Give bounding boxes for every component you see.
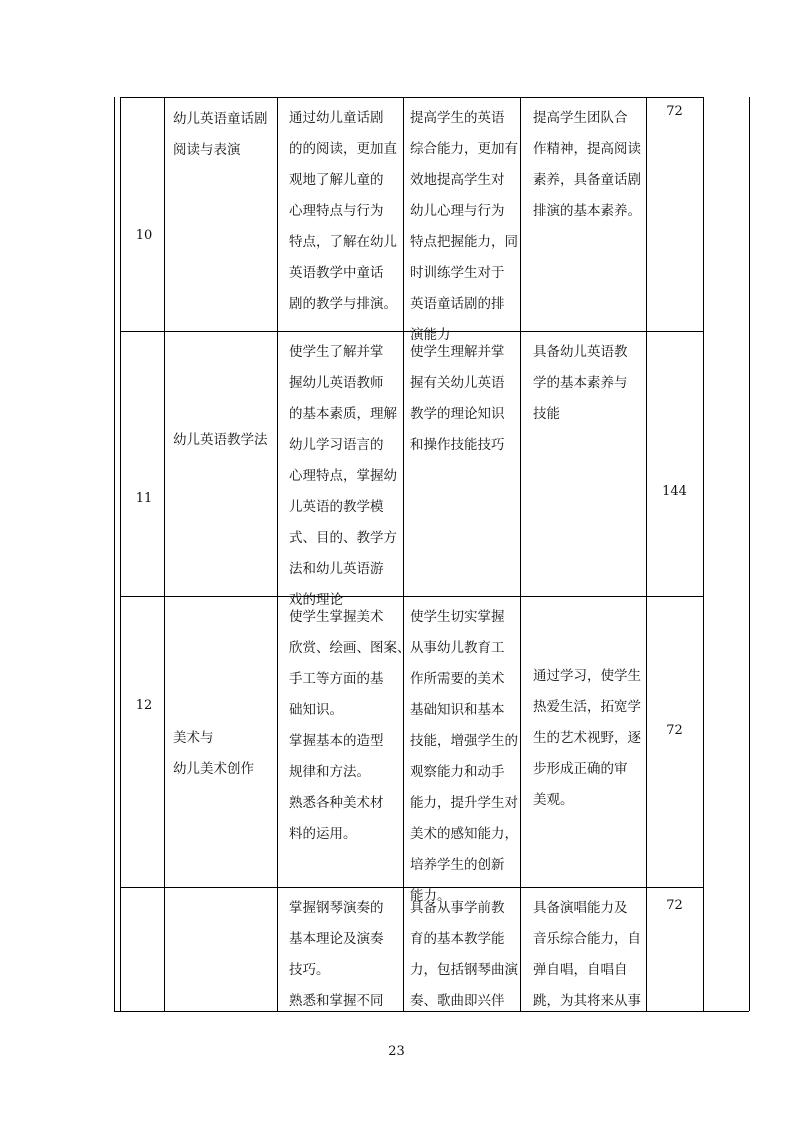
- content-line: 特点，了解在幼儿: [289, 234, 397, 250]
- content-line: 儿英语的教学模: [289, 499, 384, 515]
- content-line: 基本理论及演奏: [289, 931, 384, 947]
- ability-line: 从事幼儿教育工: [410, 640, 505, 656]
- content-line: 剧的教学与排演。: [289, 296, 397, 312]
- table-border-vertical: [120, 97, 121, 1011]
- ability-line: 效地提高学生对: [410, 172, 505, 188]
- course-line: 幼儿美术创作: [173, 761, 254, 777]
- ability-line: 英语童话剧的排: [410, 296, 505, 312]
- hours-value: 144: [662, 484, 687, 499]
- content-line: 熟悉和掌握不同: [289, 993, 384, 1009]
- ability-line: 育的基本教学能: [410, 931, 505, 947]
- content-line: 熟悉各种美术材: [289, 795, 384, 811]
- content-line: 手工等方面的基: [289, 671, 384, 687]
- table-border-vertical: [403, 97, 404, 1011]
- hours-value: 72: [666, 104, 683, 119]
- ability-line: 使学生切实掌握: [410, 609, 505, 625]
- content-line: 戏的理论: [289, 592, 343, 608]
- content-line: 技巧。: [289, 962, 330, 978]
- table-border-vertical: [164, 97, 165, 1011]
- quality-line: 生的艺术视野，逐: [533, 730, 641, 746]
- ability-line: 和操作技能技巧: [410, 437, 505, 453]
- ability-line: 技能，增强学生的: [410, 733, 518, 749]
- content-line: 法和幼儿英语游: [289, 561, 384, 577]
- quality-line: 美观。: [533, 792, 574, 808]
- content-line: 使学生掌握美术: [289, 609, 384, 625]
- content-line: 心理特点，掌握幼: [289, 468, 397, 484]
- row-number: 10: [135, 228, 153, 243]
- content-line: 通过幼儿童话剧: [289, 110, 384, 126]
- ability-line: 幼儿心理与行为: [410, 203, 505, 219]
- quality-line: 学的基本素养与: [533, 375, 628, 391]
- ability-line: 时训练学生对于: [410, 265, 505, 281]
- ability-line: 作所需要的美术: [410, 671, 505, 687]
- content-line: 式、目的、教学方: [289, 530, 397, 546]
- content-line: 础知识。: [289, 702, 343, 718]
- table-border-vertical: [277, 97, 278, 1011]
- content-line: 使学生了解并掌: [289, 344, 384, 360]
- quality-line: 通过学习，使学生: [533, 668, 641, 684]
- content-line: 幼儿学习语言的: [289, 437, 384, 453]
- table-border-vertical: [749, 97, 750, 1011]
- row-separator: [120, 596, 703, 597]
- quality-line: 跳，为其将来从事: [533, 993, 641, 1009]
- ability-line: 能力，提升学生对: [410, 795, 518, 811]
- quality-line: 作精神，提高阅读: [533, 141, 641, 157]
- course-line: 阅读与表演: [173, 142, 241, 158]
- ability-line: 能力。: [410, 888, 451, 904]
- quality-line: 素养，具备童话剧: [533, 172, 641, 188]
- table-border-vertical: [520, 97, 521, 1011]
- hours-value: 72: [666, 898, 683, 913]
- ability-line: 特点把握能力，同: [410, 234, 518, 250]
- quality-line: 音乐综合能力，自: [533, 931, 641, 947]
- content-line: 心理特点与行为: [289, 203, 384, 219]
- ability-line: 握有关幼儿英语: [410, 375, 505, 391]
- quality-line: 具备演唱能力及: [533, 900, 628, 916]
- quality-line: 弹自唱，自唱自: [533, 962, 628, 978]
- quality-line: 热爱生活，拓宽学: [533, 699, 641, 715]
- ability-line: 观察能力和动手: [410, 764, 505, 780]
- content-line: 的基本素质，理解: [289, 406, 397, 422]
- content-line: 欣赏、绘画、图案、: [289, 640, 411, 656]
- ability-line: 具备从事学前教: [410, 900, 505, 916]
- ability-line: 使学生理解并掌: [410, 344, 505, 360]
- content-line: 握幼儿英语教师: [289, 375, 384, 391]
- content-line: 掌握钢琴演奏的: [289, 900, 384, 916]
- row-number: 12: [135, 698, 153, 713]
- ability-line: 教学的理论知识: [410, 406, 505, 422]
- ability-line: 演能力: [410, 327, 451, 343]
- ability-line: 力，包括钢琴曲演: [410, 962, 518, 978]
- ability-line: 美术的感知能力，: [410, 826, 518, 842]
- hours-value: 72: [666, 723, 683, 738]
- content-line: 观地了解儿童的: [289, 172, 384, 188]
- content-line: 英语教学中童话: [289, 265, 384, 281]
- table-border-vertical: [646, 97, 647, 1011]
- content-line: 料的运用。: [289, 826, 357, 842]
- quality-line: 具备幼儿英语教: [533, 344, 628, 360]
- course-line: 美术与: [173, 730, 214, 746]
- page-number: 23: [388, 1044, 405, 1059]
- table-border-vertical: [114, 97, 115, 1011]
- ability-line: 培养学生的创新: [410, 857, 505, 873]
- content-line: 掌握基本的造型: [289, 733, 384, 749]
- ability-line: 综合能力，更加有: [410, 141, 518, 157]
- quality-line: 提高学生团队合: [533, 110, 628, 126]
- course-line: 幼儿英语童话剧: [173, 111, 268, 127]
- quality-line: 步形成正确的审: [533, 761, 628, 777]
- ability-line: 基础知识和基本: [410, 702, 505, 718]
- table-border-top: [120, 97, 703, 98]
- content-line: 规律和方法。: [289, 764, 370, 780]
- content-line: 的的阅读，更加直: [289, 141, 397, 157]
- quality-line: 排演的基本素养。: [533, 203, 641, 219]
- row-number: 11: [135, 491, 153, 506]
- ability-line: 奏、歌曲即兴伴: [410, 993, 505, 1009]
- quality-line: 技能: [533, 406, 560, 422]
- ability-line: 提高学生的英语: [410, 110, 505, 126]
- table-border-vertical: [703, 97, 704, 1011]
- course-line: 幼儿英语教学法: [173, 432, 268, 448]
